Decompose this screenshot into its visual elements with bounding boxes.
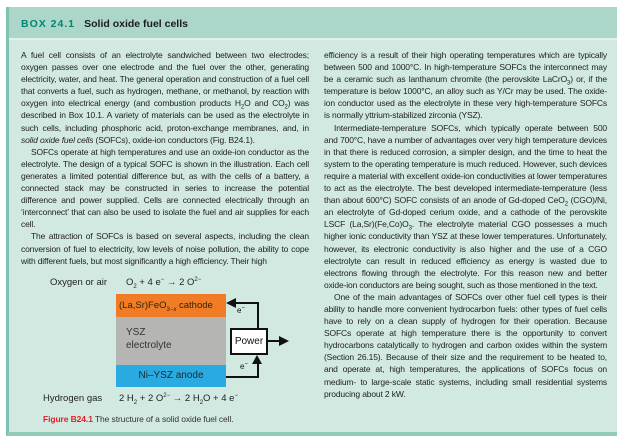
paragraph: efficiency is a result of their high operating temperatures which are typically between 500 and 1000°C. In high-temperature SOFCs the interconnect may be a ceramic such as lanthanum chromite (the perovskite LaCrO$_3$) or, if the temperature is below 1000°C, an alloy such as Y/Cr may be used. The oxide-ion conductor used as the electrolyte in these very high-temperature SOFCs is normally yttrium-stabilized zirconia (YSZ). [324, 50, 607, 121]
electrolyte-block: YSZ electrolyte [116, 317, 226, 365]
electron-label-top: e− [237, 305, 245, 315]
paragraph: The attraction of SOFCs is based on several aspects, including the clean conversion of fuel to electricity, low levels of noise pollution, the ability to cope with different fuels, but most significantly a high efficiency. Their high [21, 231, 309, 266]
box-24-1 [6, 7, 617, 436]
paragraph: SOFCs operate at high temperatures and use an oxide-ion conductor as the electrolyte. The design of a typical SOFC is shown in the illustration. Each cell generates a limited potential difference but, as with the cells of a battery, a connected stack may be constructed in series to increase the potential difference and power supplied. Cells are connected electrically through an ‘interconnect’ that can also be used to isolate the fuel and air supplies for each cell. [21, 146, 309, 230]
cathode-block: (La,Sr)FeO$_{3-x}$ cathode [116, 294, 226, 317]
right-column [324, 49, 607, 432]
figure-caption [43, 414, 234, 424]
wire-bottom-horizontal [226, 376, 259, 378]
left-column [21, 49, 309, 432]
power-output-arrow-icon [279, 336, 289, 346]
oxygen-label: Oxygen or air [50, 276, 108, 288]
figure-caption-label: Figure B24.1 [43, 413, 93, 424]
box-label: BOX 24.1 [21, 18, 76, 30]
hydrogen-equation: 2 $H_2 + 2$ $O^{2-} \to 2$ $H_2O + 4$ e− [119, 392, 238, 406]
electron-label-bottom: e− [240, 361, 248, 371]
figure-caption-text: The structure of a solid oxide fuel cell. [92, 413, 234, 424]
paragraph: Intermediate-temperature SOFCs, which typically operate between 500 and 700°C, have a number of advantages over very high temperature devices in that there is reduced corrosion, a simpler design, and the time to heat the system to the operating temperature is much reduced. However, such devices require a material with excellent oxide-ion conductivities at lower temperatures to act as the electrolyte. The best developed intermediate-temperature (less than about 600°C) SOFC consists of an anode of Gd-doped CeO$_2$ (CGO)/Ni, an electrolyte of Gd-doped cerium oxide, and a cathode of the perovskite LSCF $(La,Sr)(Fe,Co)O_3$. The electrolyte material CGO possesses a much higher ionic conductivity than YSZ at these lower temperatures. Unfortunately, however, its electronic conductivity is also higher and the use of a CGO electrolyte can result in reduced efficiency as energy is wasted due to electrons flowing through the electrolyte. For this reason new and better oxide-ion conductors are being sought, such as those mentioned in the text. [324, 122, 607, 290]
wire-top-horizontal [233, 302, 259, 304]
paragraph: A fuel cell consists of an electrolyte sandwiched between two electrodes; oxygen passes over one electrode and the fuel over the other, generating electricity, water, and heat. The general operation and construction of a fuel cell that converts a fuel, such as hydrogen, methane, or methanol, by reaction with oxygen into electrical energy (and combustion products $H_2O$ and $CO_2$) was described in Box 10.1. A variety of materials can be used as the electrolyte in such cells, including phosphoric acid, proton-exchange membranes, and, in solid oxide fuel cells (SOFCs), oxide-ion conductors (Fig. B24.1). [21, 50, 309, 145]
figure-b24-1 [21, 274, 309, 432]
box-header [9, 7, 617, 40]
paragraph: One of the main advantages of SOFCs over other fuel cell types is their ability to handle more convenient hydrocarbon fuels: other types of fuel cells have to rely on a clean supply of hydrogen for their operation. Because SOFCs operate at high temperature there is the opportunity to convert hydrocarbons catalytically to hydrogen and carbon oxides within the system (Section 26.15). Because of their size and the requirement to be heated to, and operate at, high temperatures, the applications of SOFCs focus on medium- to large-scale static systems, including small residential systems producing about 2 kW. [324, 291, 607, 399]
wire-top-vertical [257, 302, 259, 329]
hydrogen-label: Hydrogen gas [43, 392, 103, 404]
box-title: Solid oxide fuel cells [84, 18, 188, 30]
power-box: Power [230, 328, 268, 355]
oxygen-equation: $O_2 + 4$ e− → 2 $O^{2-}$ [126, 276, 202, 290]
anode-block: Ni–YSZ anode [116, 365, 226, 387]
electron-arrow-into-cathode-icon [226, 298, 236, 308]
box-body [9, 40, 617, 438]
